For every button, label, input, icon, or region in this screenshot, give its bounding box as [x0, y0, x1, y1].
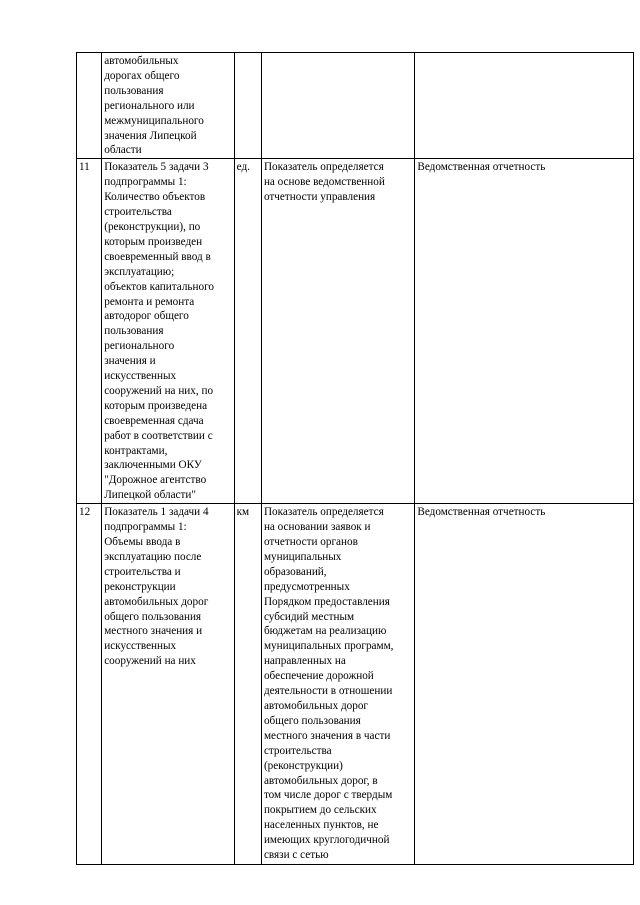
indicator-name-cell — [102, 53, 234, 159]
method-line: отчетности управления — [263, 191, 376, 204]
method-line: местного значения в части — [263, 729, 391, 742]
indicator-name-line: дорогах общего — [104, 69, 180, 82]
indicator-name-line: пользования — [104, 325, 164, 338]
method-line: муниципальных программ, — [263, 640, 394, 653]
indicator-name-line: эксплуатацию после — [104, 550, 202, 563]
indicator-name-line: автодорог общего — [104, 310, 189, 323]
indicator-name-line: (реконструкции), по — [104, 220, 201, 233]
unit-cell — [234, 53, 261, 159]
method-line: Показатель определяется — [263, 161, 384, 174]
indicator-name-line: которым произведен — [104, 235, 203, 248]
method-line: на основе ведомственной — [263, 176, 385, 189]
indicator-name-line: значения и — [104, 355, 156, 368]
indicator-name-line: Объемы ввода в — [104, 536, 181, 548]
indicator-name-line: своевременная сдача — [104, 414, 204, 427]
indicator-name-line: регионального или — [104, 99, 195, 112]
indicator-name-line: Количество объектов — [104, 191, 206, 204]
method-line: направленных на — [263, 655, 346, 668]
indicator-name-line: работ в соответствии с — [104, 429, 213, 442]
method-line: общего пользования — [263, 714, 361, 727]
indicator-name-line: межмуниципального — [104, 114, 204, 127]
method-line: Порядком предоставления — [263, 595, 390, 608]
indicator-name-line: "Дорожное агентство — [104, 474, 207, 487]
method-cell — [261, 53, 414, 159]
indicator-name-line: пользования — [104, 84, 164, 97]
unit-cell: км — [234, 504, 261, 865]
source-cell: Ведомственная отчетность — [415, 159, 634, 504]
table-body — [77, 53, 634, 865]
method-line: образований, — [263, 565, 327, 578]
method-line: на основании заявок и — [263, 521, 371, 534]
method-line: муниципальных — [263, 550, 342, 563]
table-row — [77, 159, 634, 504]
indicator-name-line: общего пользования — [104, 610, 202, 623]
unit-cell: ед. — [234, 159, 261, 504]
indicator-name-line: Липецкой области" — [104, 489, 196, 502]
indicators-table — [76, 52, 634, 865]
method-line: связи с сетью — [263, 849, 329, 862]
indicator-name-line: контрактами, — [104, 444, 168, 457]
method-line: отчетности органов — [263, 536, 358, 548]
indicator-name-line: ремонта и ремонта — [104, 295, 195, 308]
method-line: обеспечение дорожной — [263, 670, 374, 683]
indicator-name-line: искусственных — [104, 370, 177, 383]
source-cell: Ведомственная отчетность — [415, 504, 634, 865]
method-line: строительства — [263, 744, 332, 757]
indicator-name-line: значения Липецкой — [104, 129, 197, 142]
method-line: Показатель определяется — [263, 506, 384, 519]
row-number-cell: 12 — [77, 504, 102, 865]
indicator-name-line: которым произведена — [104, 399, 208, 412]
row-number-cell: 11 — [77, 159, 102, 504]
method-line: деятельности в отношении — [263, 685, 393, 698]
indicator-name-line: эксплуатацию; — [104, 265, 175, 278]
indicator-name-cell — [102, 159, 234, 504]
indicator-name-line: автомобильных — [104, 55, 179, 67]
source-cell — [415, 53, 634, 159]
method-line: том числе дорог с твердым — [263, 789, 393, 802]
table-row — [77, 504, 634, 865]
indicator-name-line: строительства и — [104, 565, 181, 578]
method-line: имеющих круглогодичной — [263, 834, 390, 847]
method-cell — [261, 159, 414, 504]
method-cell — [261, 504, 414, 865]
indicator-name-line: подпрограммы 1: — [104, 521, 187, 534]
indicator-name-line: заключенными ОКУ — [104, 459, 202, 472]
method-line: населенных пунктов, не — [263, 819, 379, 832]
indicator-name-line: Показатель 5 задачи 3 — [104, 161, 209, 174]
indicator-name-line: сооружений на них — [104, 655, 196, 668]
indicator-name-line: объектов капитального — [104, 280, 214, 293]
method-line: автомобильных дорог — [263, 699, 369, 712]
indicator-name-line: Показатель 1 задачи 4 — [104, 506, 209, 519]
method-line: автомобильных дорог, в — [263, 774, 378, 787]
table-row — [77, 53, 634, 159]
indicator-name-line: сооружений на них, по — [104, 384, 214, 397]
indicator-name-line: искусственных — [104, 640, 177, 653]
indicator-name-line: своевременный ввод в — [104, 250, 211, 263]
indicator-name-line: области — [104, 144, 142, 157]
indicator-name-line: реконструкции — [104, 580, 176, 593]
row-number-cell — [77, 53, 102, 159]
method-line: покрытием до сельских — [263, 804, 377, 817]
method-line: субсидий местным — [263, 610, 355, 623]
indicator-name-line: регионального — [104, 340, 175, 353]
indicator-name-line: автомобильных дорог — [104, 595, 209, 608]
method-line: предусмотренных — [263, 580, 350, 593]
indicator-name-cell — [102, 504, 234, 865]
indicator-name-line: подпрограммы 1: — [104, 176, 187, 189]
method-line: бюджетам на реализацию — [263, 625, 387, 638]
method-line: (реконструкции) — [263, 759, 343, 772]
indicator-name-line: местного значения и — [104, 625, 203, 638]
indicator-name-line: строительства — [104, 206, 172, 219]
